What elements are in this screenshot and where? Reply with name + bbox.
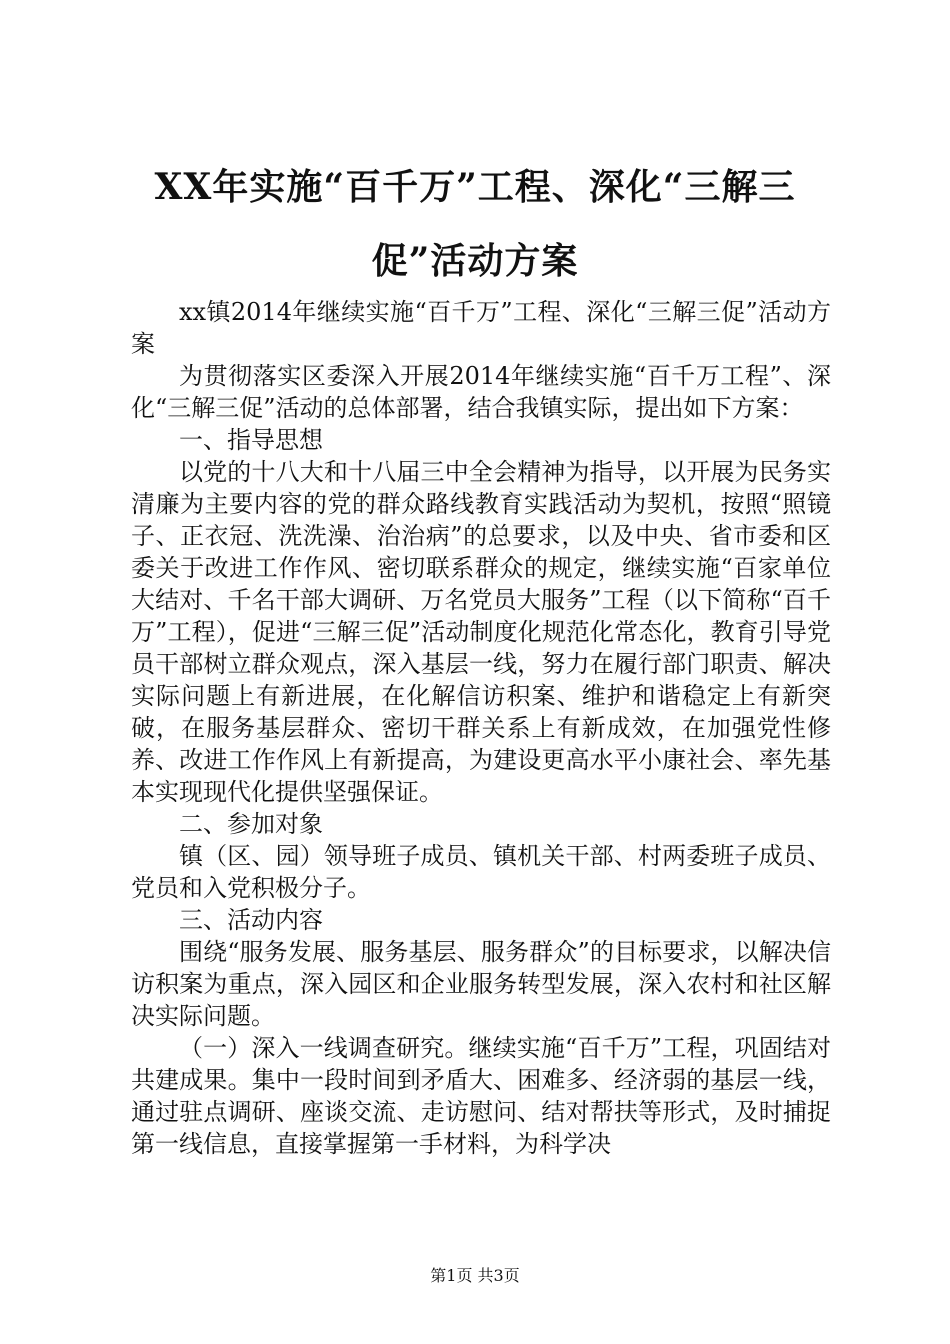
document-title [0, 150, 950, 298]
paragraph-activity-content: 围绕“服务发展、服务基层、服务群众”的目标要求，以解决信访积案为重点，深入园区和企业服务转型发展，深入农村和社区解决实际问题。 [131, 938, 831, 1030]
paragraph-guiding-thought: 以党的十八大和十八届三中全会精神为指导，以开展为民务实清廉为主要内容的党的群众路线教育实践活动为契机，按照“照镜子、正衣冠、洗洗澡、治治病”的总要求，以及中央、省市委和区委关于改进工作作风、密切联系群众的规定，继续实施“百家单位大结对、千名干部大调研、万名党员大服务”工程（以下简称“百千万”工程），促进“三解三促”活动制度化规范化常态化，教育引导党员干部树立群众观点，深入基层一线，努力在履行部门职责、解决实际问题上有新进展，在化解信访积案、维护和谐稳定上有新突破，在服务基层群众、密切干群关系上有新成效，在加强党性修养、改进工作作风上有新提高，为建设更高水平小康社会、率先基本实现现代化提供坚强保证。 [131, 458, 831, 806]
paragraph-subsection-1: （一）深入一线调查研究。继续实施“百千万”工程，巩固结对共建成果。集中一段时间到矛盾大、困难多、经济弱的基层一线，通过驻点调研、座谈交流、走访慰问、结对帮扶等形式，及时捕捉第一线信息，直接掌握第一手材料，为科学决 [131, 1034, 831, 1158]
paragraph-subtitle: xx镇2014年继续实施“百千万”工程、深化“三解三促”活动方案 [131, 298, 831, 358]
section-heading-2: 二、参加对象 [179, 810, 323, 838]
paragraph-intro: 为贯彻落实区委深入开展2014年继续实施“百千万工程”、深化“三解三促”活动的总体部署，结合我镇实际，提出如下方案： [131, 362, 831, 422]
document-body [131, 296, 831, 1160]
title-line-2: 促”活动方案 [371, 240, 579, 282]
section-heading-3: 三、活动内容 [179, 906, 323, 934]
page-footer: 第1页 共3页 [430, 1266, 520, 1285]
section-heading-1: 一、指导思想 [179, 426, 323, 454]
title-line-1: XX年实施“百千万”工程、深化“三解三 [154, 166, 796, 208]
paragraph-participants: 镇（区、园）领导班子成员、镇机关干部、村两委班子成员、党员和入党积极分子。 [131, 842, 831, 902]
